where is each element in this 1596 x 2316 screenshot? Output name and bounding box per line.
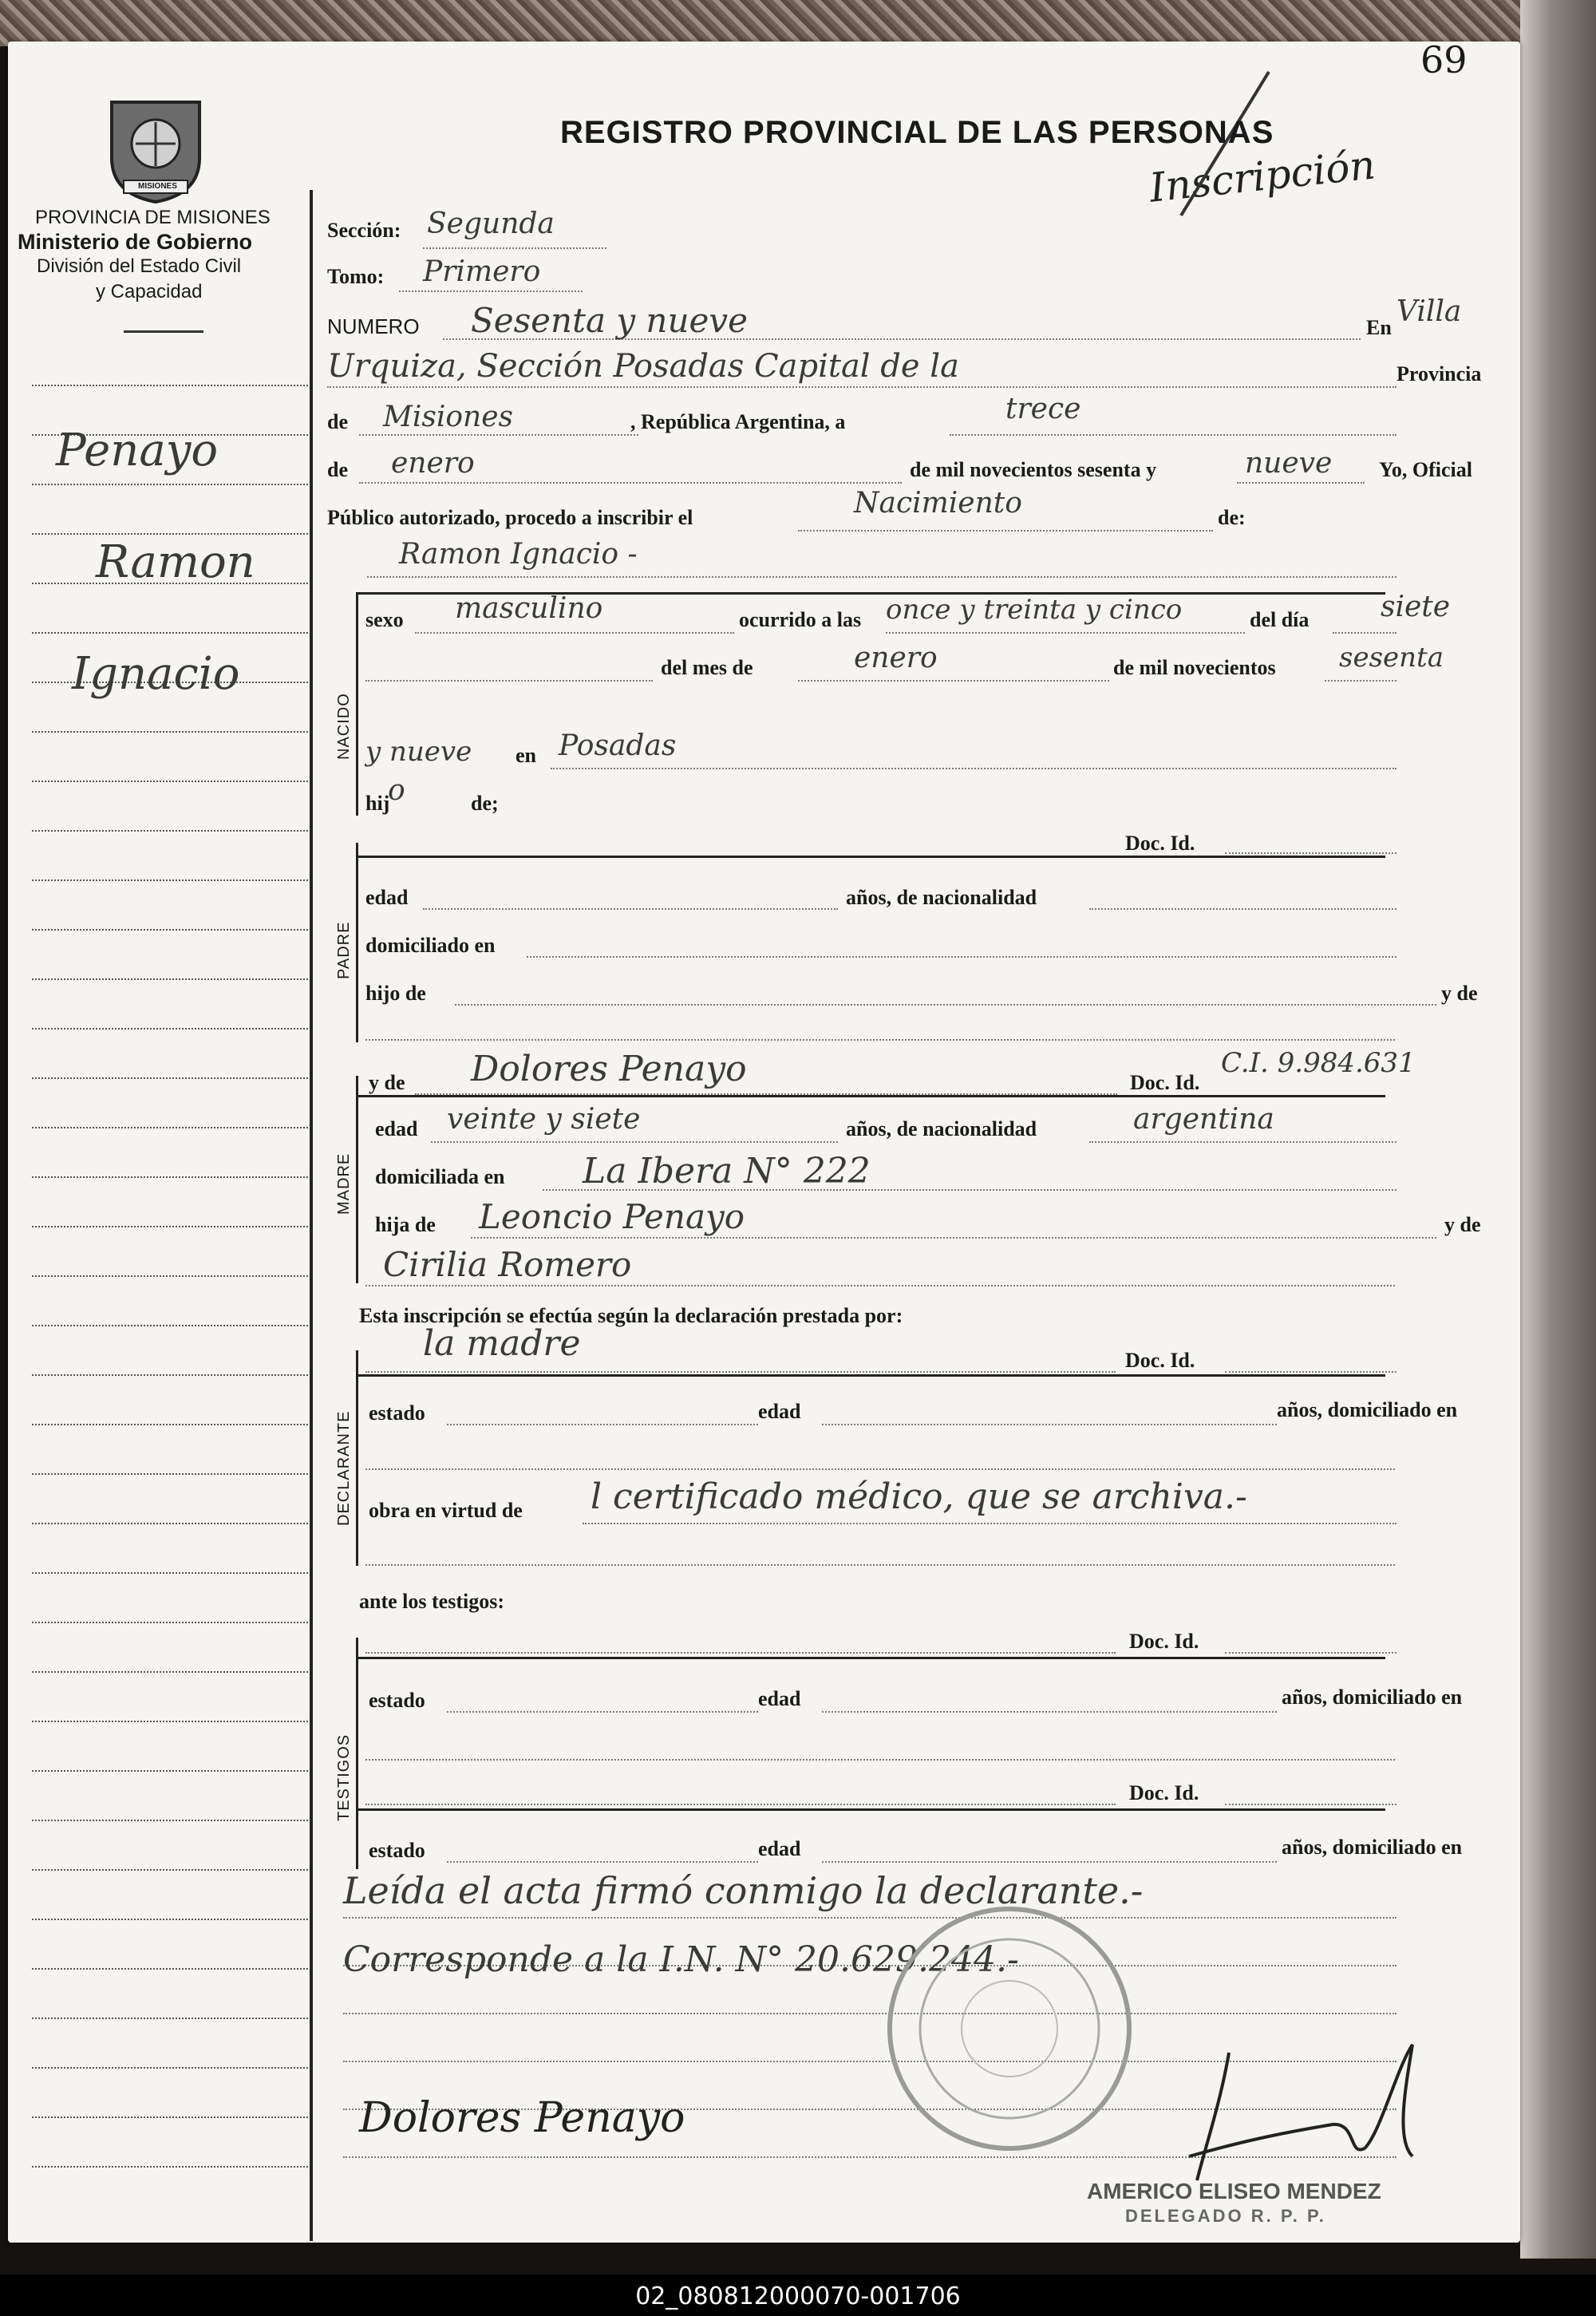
declarante-section-label: DECLARANTE <box>335 1410 353 1526</box>
madre-yde-label: y de <box>369 1071 405 1094</box>
closing-rule-line <box>343 1917 1396 1919</box>
madre-nac-label: años, de nacionalidad <box>846 1117 1037 1140</box>
hijo-suffix: o <box>388 774 405 807</box>
obra-label: obra en virtud de <box>369 1499 523 1522</box>
document-title: REGISTRO PROVINCIAL DE LAS PERSONAS <box>560 115 1274 150</box>
margin-first-name: Ramon <box>96 536 255 588</box>
madre-section-label: MADRE <box>335 1152 353 1215</box>
nacido-section-label: NACIDO <box>335 693 353 760</box>
declarante-nombre-value: la madre <box>423 1323 581 1364</box>
testigo2-doc-label: Doc. Id. <box>1129 1781 1199 1804</box>
province-value: Misiones <box>383 401 514 433</box>
birth-record-page <box>8 38 1520 2243</box>
ministry-label: Ministerio de Gobierno <box>18 230 253 254</box>
testigos-section-label: TESTIGOS <box>335 1733 353 1821</box>
en-value: Villa <box>1396 295 1462 328</box>
declarante-estado-label: estado <box>369 1401 425 1425</box>
official-signature <box>1173 2037 1444 2196</box>
de2-label: de <box>327 458 348 481</box>
hijo-de-label: de; <box>471 792 499 815</box>
madre-edad-value: veinte y siete <box>447 1103 641 1136</box>
margin-rule-line <box>32 533 311 535</box>
image-id-label: 02_080812000070-001706 <box>635 2282 961 2310</box>
padre-nac-label: años, de nacionalidad <box>846 886 1037 909</box>
provincia-label: Provincia <box>1396 362 1482 385</box>
header-divider <box>124 330 203 333</box>
margin-rule-line <box>32 781 311 782</box>
closing-line-1: Leída el acta firmó conmigo la declarante.- <box>343 1869 1144 1912</box>
division-label: División del Estado Civil <box>37 255 242 277</box>
margin-surname: Penayo <box>56 425 219 476</box>
padre-dom-label: domiciliado en <box>365 934 496 957</box>
madre-doc-value: C.I. 9.984.631 <box>1221 1047 1416 1079</box>
seccion-label: Sección: <box>327 219 401 242</box>
testigos-bracket <box>356 1638 358 1869</box>
nombre-value: Ramon Ignacio - <box>399 538 638 571</box>
lugar-value: Posadas <box>559 729 677 762</box>
margin-rule-line <box>32 1622 311 1623</box>
testigo2-dom-label: años, domiciliado en <box>1282 1836 1463 1859</box>
margin-rule-line <box>32 1127 311 1128</box>
sexo-label: sexo <box>365 608 404 631</box>
closing-line-2: Corresponde a la I.N. N° 20.629.244.- <box>343 1939 1019 1980</box>
margin-rule-line <box>32 830 311 832</box>
year-label: de mil novecientos sesenta y <box>910 458 1157 481</box>
publico-label: Público autorizado, procedo a inscribir el <box>327 506 693 529</box>
margin-rule-line <box>32 879 311 881</box>
madre-dom-label: domiciliada en <box>375 1165 505 1188</box>
margin-rule-line <box>32 1077 311 1079</box>
mes-value: enero <box>854 642 938 674</box>
madre-nac-value: argentina <box>1133 1103 1274 1136</box>
margin-rule-line <box>32 929 311 931</box>
margin-rule-line <box>32 1523 311 1524</box>
testigos-label: ante los testigos: <box>359 1590 504 1613</box>
margin-rule-line <box>32 2067 311 2069</box>
declarante-doc-label: Doc. Id. <box>1125 1349 1195 1372</box>
sexo-value: masculino <box>455 592 603 625</box>
province-label: PROVINCIA DE MISIONES <box>35 207 271 228</box>
margin-rule-line <box>32 1325 311 1326</box>
de-label: de <box>327 410 348 433</box>
margin-rule-line <box>32 1473 311 1475</box>
madre-yde2-label: y de <box>1444 1213 1481 1236</box>
tomo-value: Primero <box>423 255 541 288</box>
declarante-edad-label: edad <box>758 1400 801 1423</box>
official-stamp-icon <box>882 1901 1137 2156</box>
padre-doc-label: Doc. Id. <box>1125 832 1195 855</box>
republica-label: , República Argentina, a <box>630 410 846 433</box>
seal-text: MISIONES <box>138 182 177 191</box>
margin-rule-line <box>32 632 311 634</box>
madre-bracket <box>356 1076 358 1283</box>
padre-edad-label: edad <box>365 886 409 909</box>
page-top-background <box>0 0 1596 46</box>
hora-value: once y treinta y cinco <box>886 594 1183 626</box>
anio-value: sesenta <box>1339 642 1444 674</box>
margin-rule-line <box>32 1968 311 1970</box>
margin-rule-line <box>32 1424 311 1425</box>
acto-value: Nacimiento <box>854 487 1022 520</box>
mes-label: del mes de <box>661 656 753 679</box>
nacido-bracket <box>356 592 358 816</box>
margin-rule-line <box>32 1770 311 1772</box>
testigo1-dom-label: años, domiciliado en <box>1282 1686 1463 1709</box>
margin-rule-line <box>32 1226 311 1227</box>
province-seal-icon <box>104 94 207 206</box>
margin-rule-line <box>32 2116 311 2118</box>
margin-rule-line <box>32 1572 311 1574</box>
margin-rule-line <box>32 1374 311 1376</box>
padre-section-label: PADRE <box>335 921 353 979</box>
margin-rule-line <box>32 1176 311 1178</box>
oficial-label: Yo, Oficial <box>1379 458 1472 481</box>
dia-value: siete <box>1381 591 1451 623</box>
margin-rule-line <box>32 978 311 980</box>
padre-bracket <box>356 843 358 1042</box>
mil-label: de mil novecientos <box>1113 656 1276 679</box>
madre-edad-label: edad <box>375 1117 418 1140</box>
margin-rule-line <box>32 1721 311 1722</box>
margin-rule-line <box>32 731 311 733</box>
capacity-label: y Capacidad <box>96 281 203 302</box>
declarante-dom-label: años, domiciliado en <box>1277 1398 1458 1421</box>
margin-rule-line <box>32 484 311 485</box>
closing-rule-line <box>343 2013 1396 2014</box>
madre-padre-value: Leoncio Penayo <box>479 1197 745 1236</box>
anio-cont: y nueve <box>365 736 472 768</box>
margin-rule-line <box>32 2018 311 2019</box>
margin-rule-line <box>32 2166 311 2168</box>
de3-label: de: <box>1218 506 1246 529</box>
margin-rule-line <box>32 385 311 386</box>
margin-rule-line <box>32 1028 311 1030</box>
madre-doc-label: Doc. Id. <box>1130 1071 1200 1094</box>
page-edge-shadow <box>1520 0 1596 2259</box>
declarante-bracket <box>356 1350 358 1566</box>
official-name: AMERICO ELISEO MENDEZ <box>1087 2179 1381 2203</box>
declaracion-label: Esta inscripción se efectúa según la declaración prestada por: <box>359 1304 903 1327</box>
place-line: Urquiza, Sección Posadas Capital de la <box>327 348 959 385</box>
padre-yde-label: y de <box>1441 982 1478 1005</box>
testigo2-estado-label: estado <box>369 1839 425 1862</box>
testigo2-edad-label: edad <box>758 1837 801 1860</box>
margin-rule-line <box>32 1919 311 1920</box>
day-value: trece <box>1005 393 1081 425</box>
seccion-value: Segunda <box>427 207 555 240</box>
margin-rule-line <box>32 1275 311 1277</box>
obra-value: l certificado médico, que se archiva.- <box>591 1476 1247 1517</box>
testigo1-estado-label: estado <box>369 1689 425 1712</box>
year-value: nueve <box>1245 447 1333 480</box>
madre-madre-value: Cirilia Romero <box>383 1245 632 1284</box>
margin-rule-line <box>32 1869 311 1871</box>
hijo-label: hij <box>365 792 390 815</box>
madre-nombre-value: Dolores Penayo <box>471 1049 747 1089</box>
numero-label: NUMERO <box>327 314 420 338</box>
declarante-signature: Dolores Penayo <box>359 2094 685 2142</box>
official-title: DELEGADO R. P. P. <box>1125 2206 1326 2226</box>
numero-value: Sesenta y nueve <box>471 301 748 340</box>
madre-dom-value: La Ibera N° 222 <box>583 1151 871 1192</box>
page-number: 69 <box>1420 38 1468 81</box>
padre-hijo-label: hijo de <box>365 982 426 1005</box>
month-value: enero <box>391 447 475 480</box>
en-label: En <box>1366 316 1392 339</box>
tomo-label: Tomo: <box>327 265 385 288</box>
corner-note: Inscripción <box>1147 141 1378 211</box>
margin-rule-line <box>32 1820 311 1821</box>
ocurrido-label: ocurrido a las <box>739 608 862 631</box>
testigo1-edad-label: edad <box>758 1687 801 1710</box>
nacido-en-label: en <box>516 744 536 767</box>
del-dia-label: del día <box>1250 608 1310 631</box>
madre-hija-label: hija de <box>375 1213 436 1236</box>
margin-second-name: Ignacio <box>72 648 240 700</box>
margin-rule-line <box>32 1671 311 1673</box>
margin-divider <box>310 190 313 2241</box>
testigo1-doc-label: Doc. Id. <box>1129 1630 1199 1653</box>
